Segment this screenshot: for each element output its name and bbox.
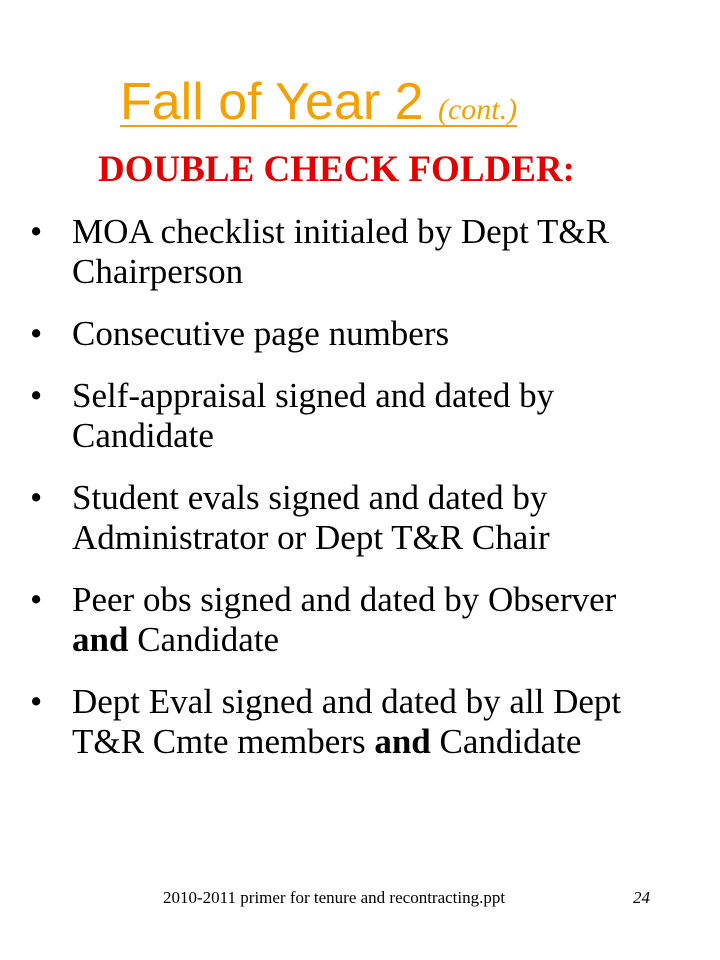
slide-title-cont: (cont.) [438,93,518,126]
emphasis-and: and [374,722,431,761]
checklist-item [30,580,680,660]
slide-title-main: Fall of Year 2 [120,73,438,131]
checklist-item-text: MOA checklist initialed by Dept T&R Chairperson [72,212,609,291]
section-heading: DOUBLE CHECK FOLDER: [98,149,575,190]
checklist-item-text: Candidate [128,620,280,659]
checklist-item-text: Candidate [430,722,582,761]
page-number: 24 [633,888,650,907]
checklist-item-text: Consecutive page numbers [72,314,450,353]
bullet-dot: • [30,478,43,517]
checklist-item-text: Peer obs signed and dated by Observer [72,580,617,619]
bullet-dot: • [30,682,43,721]
bullet-dot: • [30,212,43,251]
checklist-item [30,682,680,762]
checklist-item [30,212,680,292]
checklist-item [30,478,680,558]
bullet-dot: • [30,314,43,353]
slide-title [120,72,517,140]
bullet-dot: • [30,580,43,619]
checklist-item [30,314,680,354]
checklist [30,212,680,784]
checklist-item-text: Self-appraisal signed and dated by Candidate [72,376,555,455]
checklist-item-text: Student evals signed and dated by Administrator or Dept T&R Chair [72,478,550,557]
checklist-item [30,376,680,456]
emphasis-and: and [72,620,129,659]
checklist-item-text: Dept Eval signed and dated by all Dept T&R Cmte members [72,682,622,761]
bullet-dot: • [30,376,43,415]
footer-filename: 2010-2011 primer for tenure and recontracting.ppt [163,888,506,907]
